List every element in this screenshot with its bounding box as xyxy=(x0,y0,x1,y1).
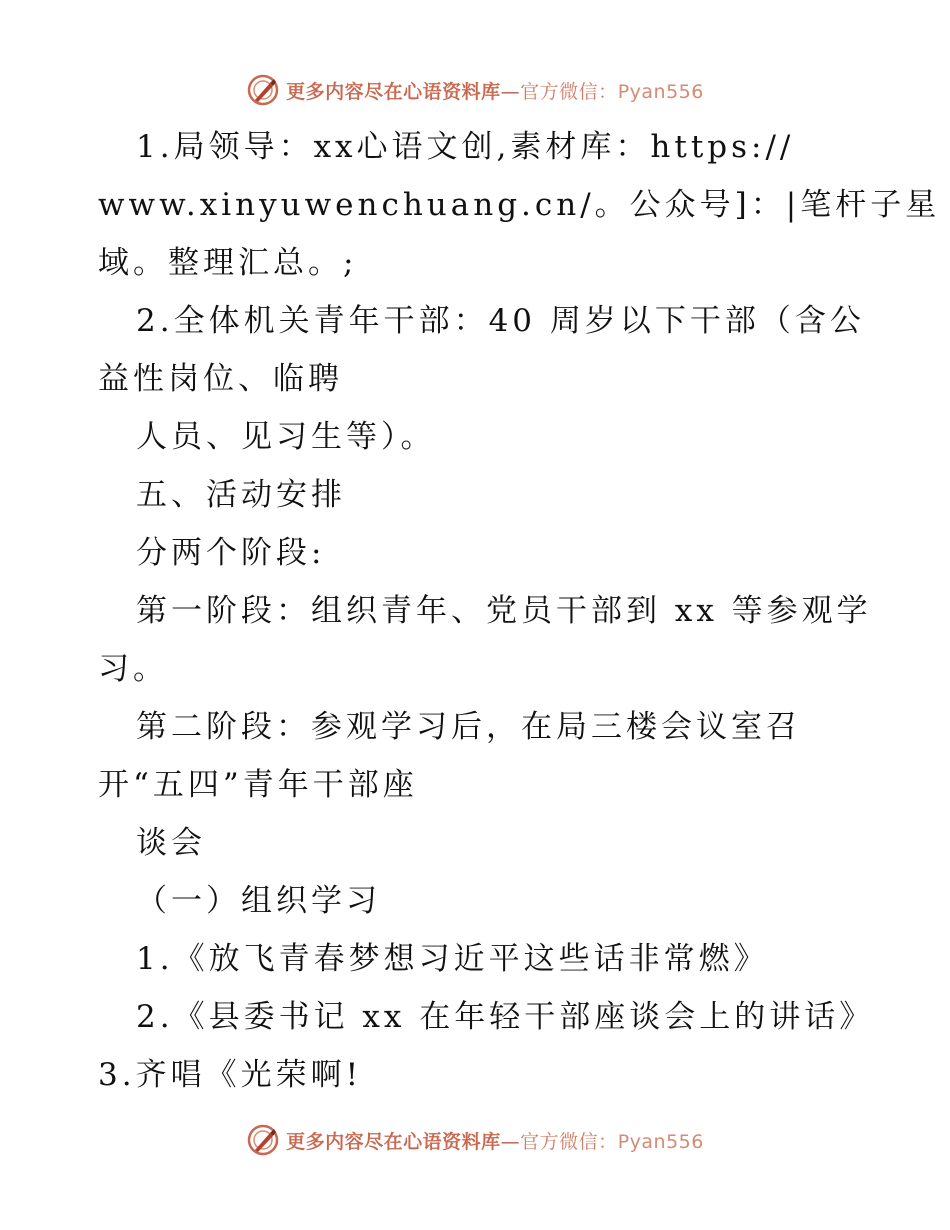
paragraph-line: 2.全体机关青年干部：40 周岁以下干部（含公 xyxy=(136,303,865,339)
paragraph-line: 益性岗位、临聘 xyxy=(98,361,343,397)
watermark-wechat-id: Pyan556 xyxy=(617,80,704,103)
paragraph-line: www.xinyuwenchuang.cn/。公众号]：|笔杆子星 xyxy=(98,187,941,223)
fountain-pen-logo-icon xyxy=(246,73,280,107)
watermark-content xyxy=(246,1123,704,1157)
watermark-wechat-label: 官方微信： xyxy=(520,1130,618,1153)
paragraph-line: 人员、见习生等）。 xyxy=(136,419,436,455)
list-item: 2.《县委书记 xx 在年轻干部座谈会上的讲话》 xyxy=(136,999,875,1035)
top-watermark-banner xyxy=(0,70,950,110)
paragraph-line: 1.局领导：xx心语文创,素材库：https:// xyxy=(136,129,795,165)
paragraph-line: 第二阶段：参观学习后，在局三楼会议室召 xyxy=(136,709,801,745)
watermark-dash: — xyxy=(500,1130,521,1153)
watermark-wechat-label: 官方微信： xyxy=(520,80,618,103)
watermark-text xyxy=(286,77,704,104)
paragraph-line: 谈会 xyxy=(136,825,206,861)
paragraph-line: 开“五四”青年干部座 xyxy=(98,767,418,803)
paragraph-line: 习。 xyxy=(98,651,168,687)
watermark-wechat-id: Pyan556 xyxy=(617,1130,704,1153)
watermark-dash: — xyxy=(500,80,521,103)
watermark-text xyxy=(286,1127,704,1154)
bottom-watermark-banner xyxy=(0,1120,950,1160)
watermark-brand: 更多内容尽在心语资料库 xyxy=(286,80,501,103)
fountain-pen-logo-icon xyxy=(246,1123,280,1157)
paragraph-line: 域。整理汇总。; xyxy=(98,245,358,281)
watermark-brand: 更多内容尽在心语资料库 xyxy=(286,1130,501,1153)
paragraph-line: 第一阶段：组织青年、党员干部到 xx 等参观学 xyxy=(136,593,872,629)
watermark-content xyxy=(246,73,704,107)
list-item: 1.《放飞青春梦想习近平这些话非常燃》 xyxy=(136,941,769,977)
subsection-heading: （一）组织学习 xyxy=(136,883,381,919)
list-item: 3.齐唱《光荣啊! xyxy=(98,1057,363,1093)
paragraph-line: 分两个阶段: xyxy=(136,535,326,571)
section-heading: 五、活动安排 xyxy=(136,477,346,513)
